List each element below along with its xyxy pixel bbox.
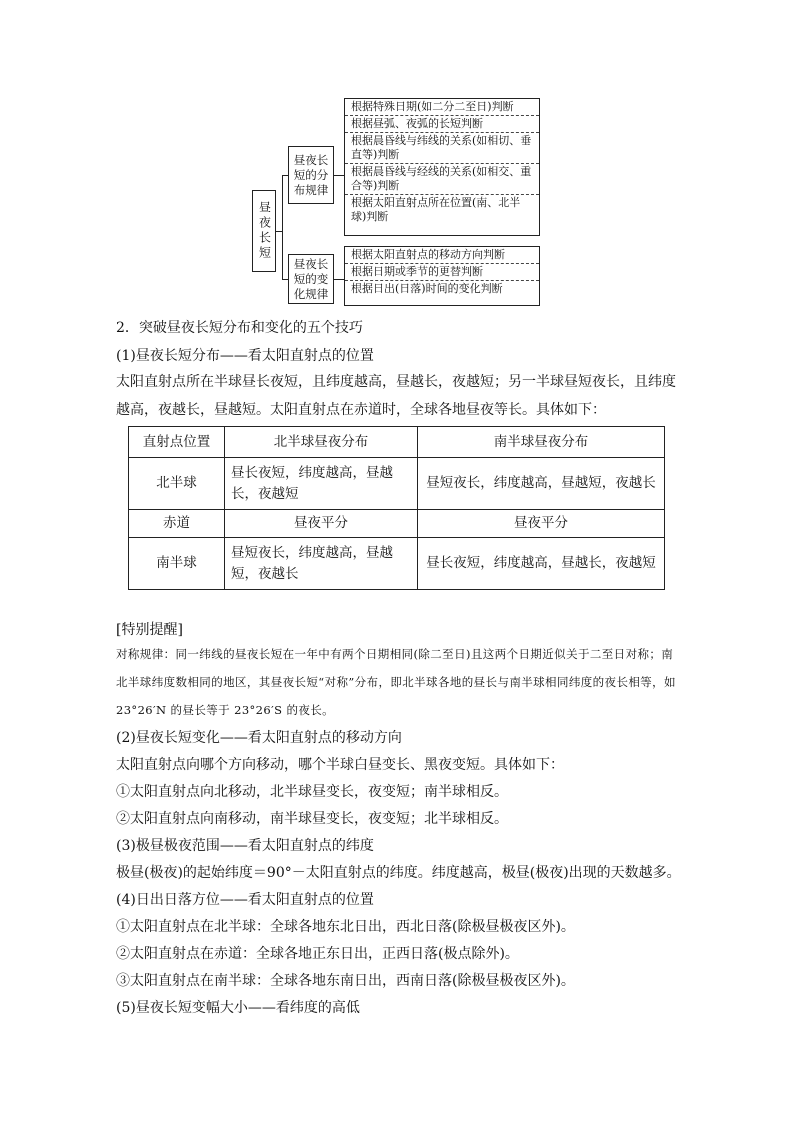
branch-distribution-box — [288, 146, 334, 204]
tip-2-line: 太阳直射点向哪个方向移动，哪个半球白昼变长、黑夜变短。具体如下： — [116, 757, 564, 773]
change-methods-list — [344, 246, 540, 306]
tip-4-line: ①太阳直射点在北半球：全球各地东北日出，西北日落(除极昼极夜区外)。 — [116, 919, 575, 935]
list-item: 根据日期或季节的更替判断 — [345, 264, 539, 281]
tip-1-title: (1)昼夜长短分布——看太阳直射点的位置 — [116, 348, 374, 364]
list-item: 根据太阳直射点的移动方向判断 — [345, 247, 539, 264]
diagram-root-box — [252, 190, 276, 272]
reminder-title: [特别提醒] — [116, 622, 183, 638]
table-cell: 昼短夜长，纬度越高，昼越短，夜越长 — [225, 538, 418, 590]
table-row — [129, 458, 665, 510]
branch-distribution-label: 昼夜长短的分布规律 — [293, 152, 329, 197]
tip-2-line: ②太阳直射点向南移动，南半球昼变长，夜变短；北半球相反。 — [116, 811, 508, 827]
table-cell: 昼夜平分 — [225, 510, 418, 538]
table-cell: 昼长夜短，纬度越高，昼越长，夜越短 — [418, 538, 665, 590]
tip-2-title: (2)昼夜长短变化——看太阳直射点的移动方向 — [116, 730, 402, 746]
table-cell: 昼夜平分 — [418, 510, 665, 538]
diagram-root-label: 昼夜长短 — [257, 201, 272, 261]
list-item: 根据特殊日期(如二分二至日)判断 — [345, 99, 539, 116]
tip-2-line: ①太阳直射点向北移动，北半球昼变长，夜变短；南半球相反。 — [116, 784, 508, 800]
table-header-cell: 直射点位置 — [129, 427, 225, 458]
tip-4-line: ③太阳直射点在南半球：全球各地东南日出，西南日落(除极昼极夜区外)。 — [116, 973, 575, 989]
table-header-row — [129, 427, 665, 458]
tip-4-title: (4)日出日落方位——看太阳直射点的位置 — [116, 892, 374, 908]
table-cell: 南半球 — [129, 538, 225, 590]
section-2-title: 2．突破昼夜长短分布和变化的五个技巧 — [116, 320, 363, 336]
table-header-cell: 北半球昼夜分布 — [225, 427, 418, 458]
connector-line — [334, 175, 344, 176]
table-row — [129, 538, 665, 590]
connector-line — [282, 175, 283, 279]
table-header-cell: 南半球昼夜分布 — [418, 427, 665, 458]
day-night-distribution-table — [128, 426, 665, 590]
tip-1-body: 太阳直射点所在半球昼长夜短，且纬度越高，昼越长，夜越短；另一半球昼短夜长，且纬度越高，夜越长，昼越短。太阳直射点在赤道时，全球各地昼夜等长。具体如下： — [116, 374, 676, 418]
list-item: 根据晨昏线与纬线的关系(如相切、垂直等)判断 — [345, 133, 539, 164]
branch-change-label: 昼夜长短的变化规律 — [293, 256, 329, 301]
list-item: 根据晨昏线与经线的关系(如相交、重合等)判断 — [345, 164, 539, 195]
reminder-body: 对称规律：同一纬线的昼夜长短在一年中有两个日期相同(除二至日)且这两个日期近似关于二至日对称；南北半球纬度数相同的地区，其昼夜长短“对称”分布，即北半球各地的昼长与南半球相同纬度的夜长相等，如 23°26′N 的昼长等于 23°26′S 的夜长。 — [116, 647, 676, 717]
table-cell: 北半球 — [129, 458, 225, 510]
list-item: 根据昼弧、夜弧的长短判断 — [345, 116, 539, 133]
table-cell: 昼长夜短，纬度越高，昼越长，夜越短 — [225, 458, 418, 510]
table-cell: 昼短夜长，纬度越高，昼越短，夜越长 — [418, 458, 665, 510]
table-row — [129, 510, 665, 538]
distribution-methods-list — [344, 98, 540, 236]
tip-3-body: 极昼(极夜)的起始纬度＝90°－太阳直射点的纬度。纬度越高，极昼(极夜)出现的天数越多。 — [116, 865, 681, 881]
connector-line — [334, 279, 344, 280]
tip-3-title: (3)极昼极夜范围——看太阳直射点的纬度 — [116, 838, 374, 854]
list-item: 根据太阳直射点所在位置(南、北半球)判断 — [351, 196, 521, 223]
branch-change-box — [288, 254, 334, 304]
day-night-tree-diagram — [240, 94, 550, 312]
tip-5-title: (5)昼夜长短变幅大小——看纬度的高低 — [116, 1000, 360, 1016]
table-cell: 赤道 — [129, 510, 225, 538]
tip-4-line: ②太阳直射点在赤道：全球各地正东日出，正西日落(极点除外)。 — [116, 946, 519, 962]
list-item: 根据日出(日落)时间的变化判断 — [351, 282, 503, 295]
